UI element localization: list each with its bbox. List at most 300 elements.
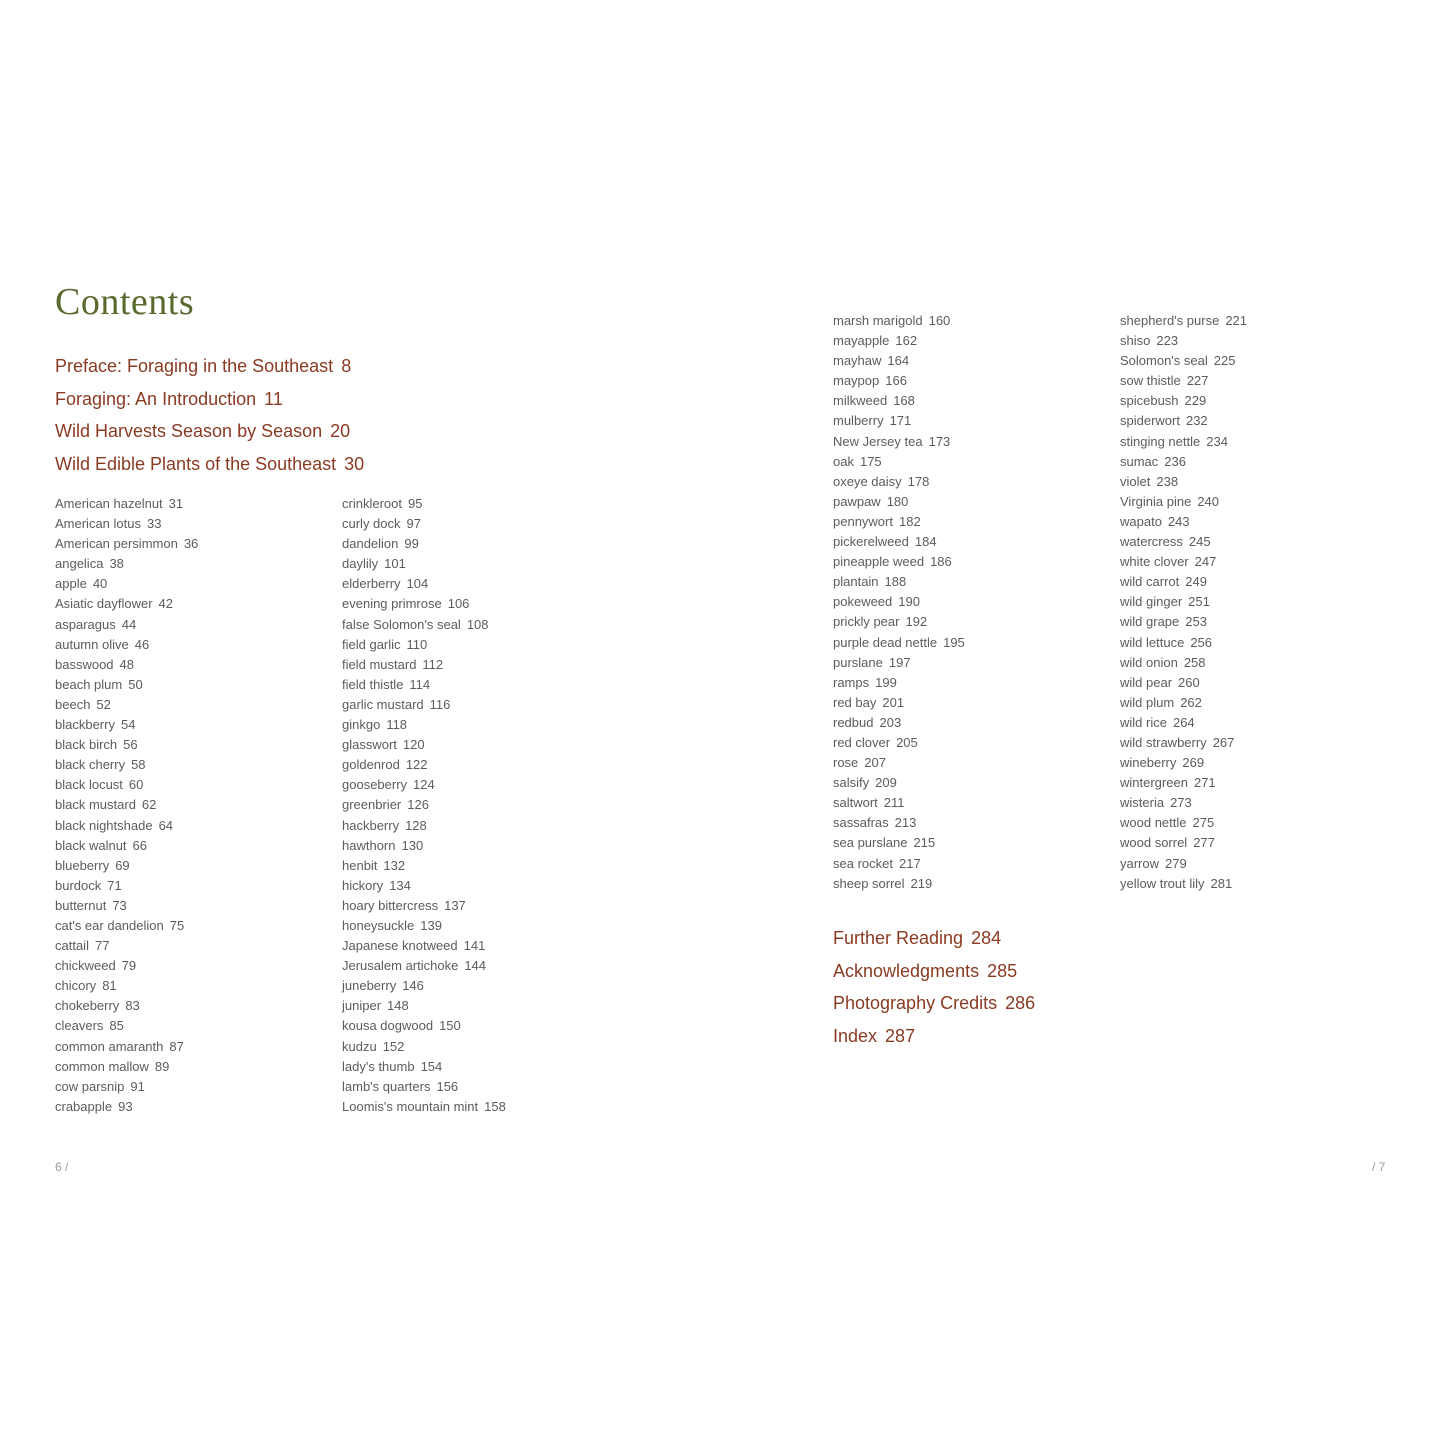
plant-page-number: 186 xyxy=(930,554,952,570)
plant-name: hoary bittercress xyxy=(342,897,439,913)
plant-page-number: 73 xyxy=(112,897,127,913)
plant-page-number: 108 xyxy=(466,616,489,632)
plant-entry[interactable] xyxy=(833,592,965,612)
plant-entry[interactable] xyxy=(833,753,965,773)
toc-entry-page: 287 xyxy=(885,1025,916,1046)
plant-entry[interactable] xyxy=(55,896,198,916)
plant-name: mayhaw xyxy=(833,353,882,369)
plant-entry[interactable] xyxy=(342,675,506,695)
plant-name: purslane xyxy=(833,654,883,670)
plant-entry[interactable] xyxy=(1120,512,1247,532)
plant-page-number: 130 xyxy=(401,837,424,853)
plant-entry[interactable] xyxy=(833,633,965,653)
plant-page-number: 238 xyxy=(1156,473,1179,489)
plant-page-number: 93 xyxy=(118,1098,133,1114)
plant-page-number: 184 xyxy=(914,534,937,550)
plant-entry[interactable] xyxy=(1120,411,1247,431)
plant-name: salsify xyxy=(833,775,870,791)
plant-name: Jerusalem artichoke xyxy=(342,958,459,974)
plant-name: redbud xyxy=(833,714,874,730)
plant-name: shepherd's purse xyxy=(1120,313,1220,328)
plant-entry[interactable] xyxy=(55,816,198,836)
plant-page-number: 40 xyxy=(92,576,108,592)
plant-entry[interactable] xyxy=(833,673,965,693)
plant-name: cat's ear dandelion xyxy=(55,917,164,933)
plant-entry[interactable] xyxy=(342,695,506,715)
plant-list-column-3 xyxy=(833,311,965,894)
plant-entry[interactable] xyxy=(342,534,506,554)
plant-page-number: 64 xyxy=(158,817,174,833)
plant-entry[interactable] xyxy=(1120,713,1247,733)
plant-name: violet xyxy=(1120,473,1151,489)
plant-page-number: 89 xyxy=(154,1058,170,1074)
plant-entry[interactable] xyxy=(1120,693,1247,713)
plant-entry[interactable] xyxy=(342,775,506,795)
plant-entry[interactable] xyxy=(833,874,965,894)
plant-entry[interactable] xyxy=(342,574,506,594)
plant-entry[interactable] xyxy=(1120,633,1247,653)
plant-entry[interactable] xyxy=(1120,833,1247,853)
plant-entry[interactable] xyxy=(342,1097,506,1117)
plant-entry[interactable] xyxy=(342,655,506,675)
plant-name: purple dead nettle xyxy=(833,634,938,650)
plant-entry[interactable] xyxy=(55,655,198,675)
plant-entry[interactable] xyxy=(1120,854,1247,874)
plant-entry[interactable] xyxy=(833,572,965,592)
plant-entry[interactable] xyxy=(55,1077,198,1097)
plant-entry[interactable] xyxy=(55,856,198,876)
plant-entry[interactable] xyxy=(1120,733,1247,753)
plant-page-number: 126 xyxy=(407,797,429,813)
plant-entry[interactable] xyxy=(342,936,506,956)
plant-name: lamb's quarters xyxy=(342,1078,431,1094)
plant-list-column-4 xyxy=(1120,311,1247,894)
plant-page-number: 275 xyxy=(1192,815,1215,831)
plant-entry[interactable] xyxy=(342,715,506,735)
plant-name: saltwort xyxy=(833,795,878,811)
plant-page-number: 66 xyxy=(132,837,148,853)
plant-entry[interactable] xyxy=(342,816,506,836)
plant-entry[interactable] xyxy=(833,813,965,833)
plant-entry[interactable] xyxy=(833,492,965,512)
plant-page-number: 101 xyxy=(384,556,406,572)
plant-name: ginkgo xyxy=(342,717,381,733)
plant-entry[interactable] xyxy=(1120,351,1247,371)
plant-name: pawpaw xyxy=(833,493,881,509)
plant-entry[interactable] xyxy=(55,1097,198,1117)
plant-entry[interactable] xyxy=(55,514,198,534)
plant-page-number: 199 xyxy=(875,674,897,690)
plant-name: hawthorn xyxy=(342,837,396,853)
plant-entry[interactable] xyxy=(342,876,506,896)
plant-entry[interactable] xyxy=(55,755,198,775)
plant-page-number: 31 xyxy=(168,496,184,511)
plant-entry[interactable] xyxy=(342,976,506,996)
plant-name: wild lettuce xyxy=(1120,634,1185,650)
plant-entry[interactable] xyxy=(1120,572,1247,592)
plant-page-number: 132 xyxy=(383,857,406,873)
plant-entry[interactable] xyxy=(342,615,506,635)
plant-entry[interactable] xyxy=(55,996,198,1016)
plant-page-number: 144 xyxy=(464,958,487,974)
plant-page-number: 154 xyxy=(420,1058,443,1074)
plant-entry[interactable] xyxy=(55,795,198,815)
plant-page-number: 69 xyxy=(115,857,130,873)
plant-name: pokeweed xyxy=(833,594,893,610)
plant-entry[interactable] xyxy=(833,713,965,733)
plant-page-number: 71 xyxy=(107,877,122,893)
plant-name: wild plum xyxy=(1120,694,1175,710)
plant-name: field mustard xyxy=(342,656,417,672)
plant-name: New Jersey tea xyxy=(833,433,923,449)
plant-page-number: 251 xyxy=(1188,594,1210,610)
plant-name: oak xyxy=(833,453,854,469)
plant-name: hickory xyxy=(342,877,384,893)
plant-name: wild ginger xyxy=(1120,594,1183,610)
plant-entry[interactable] xyxy=(833,411,965,431)
plant-entry[interactable] xyxy=(55,956,198,976)
plant-entry[interactable] xyxy=(833,773,965,793)
plant-entry[interactable] xyxy=(1120,793,1247,813)
plant-name: wild strawberry xyxy=(1120,734,1207,750)
plant-entry[interactable] xyxy=(55,1057,198,1077)
plant-page-number: 245 xyxy=(1188,534,1211,550)
plant-page-number: 137 xyxy=(444,897,466,913)
plant-entry[interactable] xyxy=(1120,673,1247,693)
toc-entry-page: 285 xyxy=(987,960,1018,981)
plant-page-number: 54 xyxy=(120,717,136,733)
plant-page-number: 36 xyxy=(183,536,199,552)
plant-entry[interactable] xyxy=(55,1016,198,1036)
plant-name: pineapple weed xyxy=(833,554,925,570)
plant-name: sea rocket xyxy=(833,855,893,871)
plant-entry[interactable] xyxy=(342,1037,506,1057)
plant-name: Asiatic dayflower xyxy=(55,596,153,612)
plant-page-number: 87 xyxy=(169,1038,184,1054)
plant-name: apple xyxy=(55,576,87,592)
plant-entry[interactable] xyxy=(1120,432,1247,452)
plant-page-number: 156 xyxy=(436,1078,459,1094)
plant-entry[interactable] xyxy=(1120,391,1247,411)
plant-entry[interactable] xyxy=(342,514,506,534)
plant-name: American lotus xyxy=(55,516,141,532)
plant-entry[interactable] xyxy=(342,956,506,976)
plant-page-number: 134 xyxy=(389,877,411,893)
plant-entry[interactable] xyxy=(833,432,965,452)
plant-page-number: 264 xyxy=(1172,714,1195,730)
plant-name: Virginia pine xyxy=(1120,493,1192,509)
plant-page-number: 152 xyxy=(382,1038,405,1054)
plant-entry[interactable] xyxy=(1120,874,1247,894)
plant-name: wild grape xyxy=(1120,614,1180,630)
plant-entry[interactable] xyxy=(55,675,198,695)
plant-name: spicebush xyxy=(1120,393,1179,409)
plant-entry[interactable] xyxy=(55,775,198,795)
plant-page-number: 48 xyxy=(119,656,135,672)
plant-name: blueberry xyxy=(55,857,110,873)
plant-name: beach plum xyxy=(55,676,123,692)
plant-page-number: 110 xyxy=(406,636,428,652)
plant-entry[interactable] xyxy=(833,612,965,632)
toc-entry-label: Wild Harvests Season by Season xyxy=(55,421,323,441)
plant-entry[interactable] xyxy=(342,916,506,936)
toc-entry-foraging-intro[interactable] xyxy=(55,383,364,416)
plant-entry[interactable] xyxy=(833,552,965,572)
plant-entry[interactable] xyxy=(342,996,506,1016)
plant-page-number: 223 xyxy=(1156,333,1179,349)
plant-page-number: 168 xyxy=(893,393,915,409)
plant-name: yarrow xyxy=(1120,855,1160,871)
plant-page-number: 99 xyxy=(404,536,419,552)
plant-entry[interactable] xyxy=(833,793,965,813)
plant-name: spiderwort xyxy=(1120,413,1180,429)
plant-page-number: 141 xyxy=(463,938,486,954)
plant-entry[interactable] xyxy=(1120,311,1247,331)
plant-page-number: 205 xyxy=(896,734,918,750)
toc-entry-label: Preface: Foraging in the Southeast xyxy=(55,356,334,376)
plant-entry[interactable] xyxy=(833,311,965,331)
plant-entry[interactable] xyxy=(342,494,506,514)
plant-entry[interactable] xyxy=(1120,653,1247,673)
plant-page-number: 203 xyxy=(879,714,902,730)
toc-entry-acknowledgments[interactable] xyxy=(833,955,1035,988)
plant-page-number: 83 xyxy=(125,998,140,1014)
plant-page-number: 160 xyxy=(928,313,951,328)
plant-page-number: 249 xyxy=(1185,574,1207,590)
toc-entry-wild-edible-plants[interactable] xyxy=(55,448,364,481)
plant-entry[interactable] xyxy=(1120,753,1247,773)
plant-entry[interactable] xyxy=(1120,592,1247,612)
plant-entry[interactable] xyxy=(342,1016,506,1036)
plant-name: prickly pear xyxy=(833,614,900,630)
plant-name: black mustard xyxy=(55,797,136,813)
plant-name: lady's thumb xyxy=(342,1058,415,1074)
plant-name: black locust xyxy=(55,777,123,793)
plant-name: common amaranth xyxy=(55,1038,164,1054)
plant-entry[interactable] xyxy=(55,554,198,574)
toc-entry-label: Photography Credits xyxy=(833,993,998,1013)
plant-entry[interactable] xyxy=(55,574,198,594)
plant-entry[interactable] xyxy=(342,755,506,775)
plant-page-number: 262 xyxy=(1180,694,1202,710)
plant-entry[interactable] xyxy=(342,1077,506,1097)
plant-entry[interactable] xyxy=(1120,492,1247,512)
plant-name: garlic mustard xyxy=(342,696,424,712)
plant-page-number: 164 xyxy=(887,353,910,369)
plant-entry[interactable] xyxy=(55,615,198,635)
plant-entry[interactable] xyxy=(1120,552,1247,572)
plant-entry[interactable] xyxy=(1120,452,1247,472)
plant-name: cattail xyxy=(55,938,89,954)
plant-page-number: 139 xyxy=(420,917,442,933)
plant-name: wild pear xyxy=(1120,674,1173,690)
plant-page-number: 95 xyxy=(407,496,423,511)
plant-entry[interactable] xyxy=(833,532,965,552)
plant-entry[interactable] xyxy=(833,371,965,391)
back-sections xyxy=(833,922,1035,1052)
plant-entry[interactable] xyxy=(55,494,198,514)
plant-entry[interactable] xyxy=(55,695,198,715)
plant-name: pennywort xyxy=(833,513,893,529)
plant-entry[interactable] xyxy=(1120,371,1247,391)
plant-page-number: 256 xyxy=(1190,634,1213,650)
plant-entry[interactable] xyxy=(55,936,198,956)
plant-name: autumn olive xyxy=(55,636,129,652)
plant-page-number: 50 xyxy=(128,676,143,692)
plant-page-number: 150 xyxy=(439,1018,461,1034)
toc-entry-page: 8 xyxy=(341,356,352,376)
plant-name: crinkleroot xyxy=(342,496,402,511)
plant-page-number: 279 xyxy=(1165,855,1187,871)
plant-entry[interactable] xyxy=(833,653,965,673)
plant-page-number: 197 xyxy=(888,654,911,670)
plant-name: wild carrot xyxy=(1120,574,1180,590)
plant-name: Japanese knotweed xyxy=(342,938,458,954)
plant-name: beech xyxy=(55,696,91,712)
plant-entry[interactable] xyxy=(55,594,198,614)
plant-entry[interactable] xyxy=(342,836,506,856)
plant-entry[interactable] xyxy=(833,693,965,713)
plant-page-number: 240 xyxy=(1197,493,1220,509)
plant-entry[interactable] xyxy=(833,391,965,411)
plant-page-number: 162 xyxy=(895,333,918,349)
plant-page-number: 85 xyxy=(109,1018,124,1034)
plant-name: juniper xyxy=(342,998,382,1014)
plant-entry[interactable] xyxy=(342,635,506,655)
plant-name: plantain xyxy=(833,574,879,590)
toc-entry-page: 20 xyxy=(330,421,351,441)
plant-page-number: 56 xyxy=(123,737,138,753)
plant-page-number: 44 xyxy=(121,616,137,632)
plant-entry[interactable] xyxy=(1120,331,1247,351)
toc-entry-index[interactable] xyxy=(833,1020,1035,1053)
toc-entry-label: Further Reading xyxy=(833,928,964,948)
plant-entry[interactable] xyxy=(342,1057,506,1077)
toc-entry-preface[interactable] xyxy=(55,350,364,383)
toc-entry-further-reading[interactable] xyxy=(833,922,1035,955)
plant-entry[interactable] xyxy=(55,715,198,735)
plant-entry[interactable] xyxy=(342,594,506,614)
plant-name: false Solomon's seal xyxy=(342,616,461,632)
plant-entry[interactable] xyxy=(55,836,198,856)
plant-entry[interactable] xyxy=(55,635,198,655)
plant-name: watercress xyxy=(1120,534,1183,550)
plant-page-number: 269 xyxy=(1182,755,1205,771)
toc-entry-page: 286 xyxy=(1005,993,1036,1013)
plant-name: mulberry xyxy=(833,413,884,429)
toc-entry-wild-harvests[interactable] xyxy=(55,415,364,448)
plant-page-number: 79 xyxy=(121,958,137,974)
plant-name: oxeye daisy xyxy=(833,473,902,489)
plant-entry[interactable] xyxy=(342,735,506,755)
plant-page-number: 213 xyxy=(894,815,917,831)
plant-entry[interactable] xyxy=(342,554,506,574)
plant-name: kousa dogwood xyxy=(342,1018,434,1034)
plant-entry[interactable] xyxy=(342,896,506,916)
plant-page-number: 97 xyxy=(406,516,421,532)
plant-page-number: 58 xyxy=(131,757,146,773)
plant-name: black birch xyxy=(55,737,118,753)
plant-page-number: 192 xyxy=(905,614,928,630)
plant-page-number: 175 xyxy=(859,453,882,469)
plant-entry[interactable] xyxy=(55,534,198,554)
plant-page-number: 267 xyxy=(1212,734,1235,750)
plant-page-number: 188 xyxy=(884,574,907,590)
folio-right: / 7 xyxy=(1372,1160,1386,1174)
plant-name: greenbrier xyxy=(342,797,402,813)
plant-page-number: 195 xyxy=(943,634,965,650)
toc-entry-label: Acknowledgments xyxy=(833,960,980,981)
plant-name: red bay xyxy=(833,694,877,710)
plant-entry[interactable] xyxy=(833,854,965,874)
toc-entry-label: Foraging: An Introduction xyxy=(55,388,257,409)
plant-entry[interactable] xyxy=(1120,472,1247,492)
plant-name: basswood xyxy=(55,656,114,672)
plant-page-number: 118 xyxy=(386,717,408,733)
plant-name: asparagus xyxy=(55,616,116,632)
plant-name: elderberry xyxy=(342,576,401,592)
plant-entry[interactable] xyxy=(55,1037,198,1057)
plant-name: evening primrose xyxy=(342,596,442,612)
toc-entry-page: 284 xyxy=(971,928,1002,948)
plant-entry[interactable] xyxy=(1120,532,1247,552)
plant-entry[interactable] xyxy=(833,331,965,351)
plant-list-column-1 xyxy=(55,494,198,1117)
plant-name: white clover xyxy=(1120,554,1189,570)
toc-entry-photography-credits[interactable] xyxy=(833,987,1035,1020)
plant-entry[interactable] xyxy=(1120,813,1247,833)
plant-name: field garlic xyxy=(342,636,401,652)
plant-name: goldenrod xyxy=(342,757,400,773)
plant-entry[interactable] xyxy=(55,735,198,755)
plant-name: wineberry xyxy=(1120,755,1177,771)
plant-name: black nightshade xyxy=(55,817,153,833)
plant-page-number: 122 xyxy=(405,757,428,773)
plant-name: hackberry xyxy=(342,817,400,833)
plant-name: chicory xyxy=(55,978,97,994)
plant-entry[interactable] xyxy=(833,351,965,371)
plant-page-number: 52 xyxy=(96,696,111,712)
plant-entry[interactable] xyxy=(833,452,965,472)
plant-page-number: 217 xyxy=(898,855,921,871)
plant-entry[interactable] xyxy=(1120,612,1247,632)
plant-page-number: 207 xyxy=(864,755,886,771)
plant-entry[interactable] xyxy=(342,795,506,815)
plant-entry[interactable] xyxy=(833,833,965,853)
plant-entry[interactable] xyxy=(55,916,198,936)
plant-page-number: 104 xyxy=(406,576,429,592)
page-title: Contents xyxy=(55,281,195,323)
toc-entry-label: Wild Edible Plants of the Southeast xyxy=(55,453,337,474)
plant-entry[interactable] xyxy=(833,512,965,532)
plant-name: blackberry xyxy=(55,717,115,733)
plant-name: field thistle xyxy=(342,676,404,692)
plant-page-number: 178 xyxy=(907,473,930,489)
plant-name: glasswort xyxy=(342,737,397,753)
plant-name: black cherry xyxy=(55,757,126,773)
plant-entry[interactable] xyxy=(1120,773,1247,793)
plant-entry[interactable] xyxy=(833,733,965,753)
plant-page-number: 124 xyxy=(413,777,435,793)
plant-entry[interactable] xyxy=(342,856,506,876)
front-sections xyxy=(55,350,364,480)
plant-entry[interactable] xyxy=(55,976,198,996)
plant-page-number: 33 xyxy=(146,516,162,532)
plant-name: crabapple xyxy=(55,1098,113,1114)
plant-entry[interactable] xyxy=(55,876,198,896)
plant-entry[interactable] xyxy=(833,472,965,492)
plant-page-number: 120 xyxy=(402,737,425,753)
